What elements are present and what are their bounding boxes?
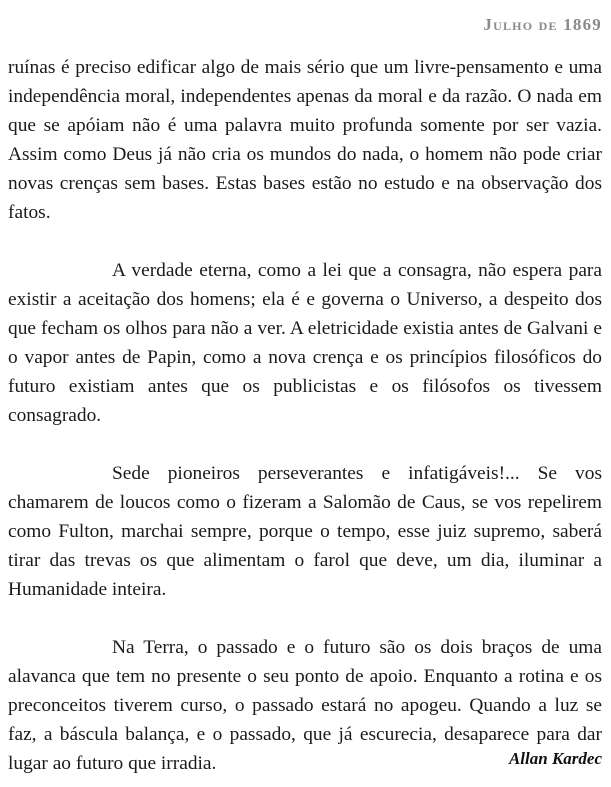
- paragraph-eternal-truth: A verdade eterna, como a lei que a consagra, não espera para existir a aceitação dos homens; ela é e governa o Universo, a despeito dos que fecham os olhos para não a ver. A eletricidade existia antes de Galvani e o vapor antes de Papin, como a nova crença e os princípios filosóficos do futuro existiam antes que os publicistas e os filósofos os tivessem consagrado.: [8, 260, 602, 426]
- body-text: [8, 53, 602, 778]
- running-header-date: Julho de 1869: [483, 15, 602, 34]
- author-signature: Allan Kardec: [508, 749, 602, 768]
- paragraph-continuation: ruínas é preciso edificar algo de mais sério que um livre-pensamento e uma independência moral, independentes apenas da moral e da razão. O nada em que se apóiam não é uma palavra muito profunda somente por ser vazia. Assim como Deus já não cria os mundos do nada, o homem não pode criar novas crenças sem bases. Estas bases estão no estudo e na observação dos fatos.: [8, 57, 602, 223]
- paragraph-pioneers: Sede pioneiros perseverantes e infatigáveis!... Se vos chamarem de loucos como o fizeram a Salomão de Caus, se vos repelirem como Fulton, marchai sempre, porque o tempo, esse juiz supremo, saberá tirar das trevas os que alimentam o farol que deve, um dia, iluminar a Humanidade inteira.: [8, 463, 602, 600]
- paragraph-past-and-future: Na Terra, o passado e o futuro são os dois braços de uma alavanca que tem no presente o seu ponto de apoio. Enquanto a rotina e os preconceitos tiverem curso, o passado estará no apogeu. Quando a luz se faz, a báscula balança, e o passado, que já escurecia, desaparece para dar lugar ao futuro que irradia.: [8, 637, 602, 774]
